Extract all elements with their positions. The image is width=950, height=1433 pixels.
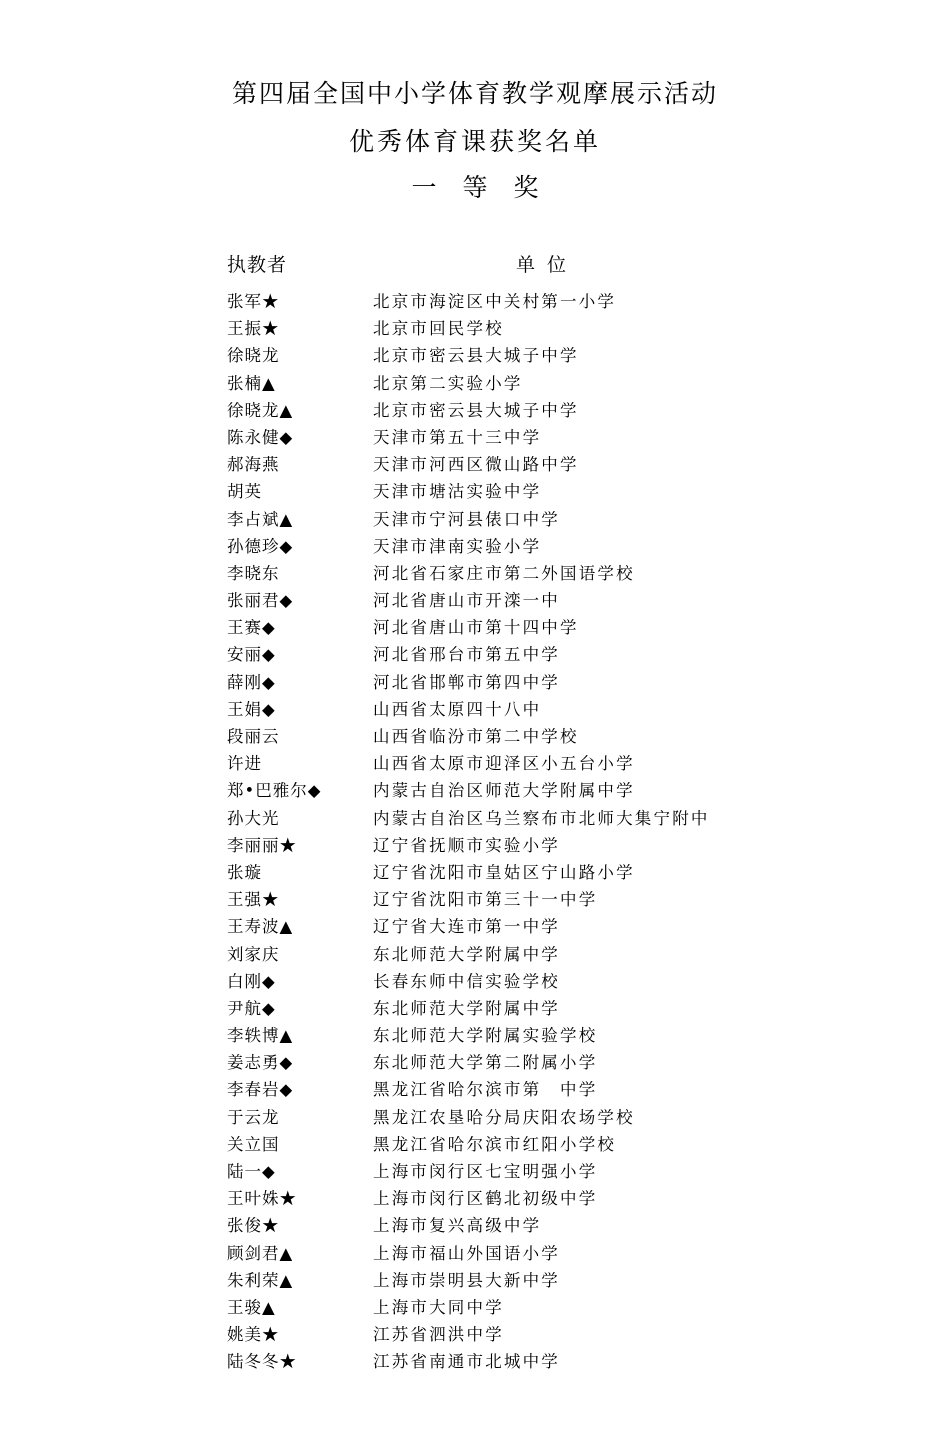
school-unit: 北京市密云县大城子中学 <box>373 346 579 366</box>
school-unit: 天津市第五十三中学 <box>373 427 542 447</box>
school-unit: 北京市回民学校 <box>373 319 504 339</box>
school-unit: 北京市海淀区中关村第一小学 <box>373 292 617 311</box>
list-item <box>0 560 950 587</box>
list-item <box>0 1212 950 1239</box>
school-unit: 河北省邯郸市第四中学 <box>373 672 560 692</box>
school-unit: 上海市崇明县大新中学 <box>373 1270 560 1290</box>
teacher-name: 张俊★ <box>227 1216 280 1236</box>
teacher-name: 李晓东 <box>227 563 280 583</box>
list-item <box>0 832 950 859</box>
teacher-name: 姚美★ <box>227 1325 280 1345</box>
school-unit: 江苏省南通市北城中学 <box>373 1352 560 1372</box>
list-item <box>0 805 950 832</box>
list-item <box>0 506 950 533</box>
school-unit: 东北师范大学附属实验学校 <box>373 1026 598 1046</box>
list-item <box>0 1049 950 1076</box>
school-unit: 江苏省泗洪中学 <box>373 1325 504 1345</box>
teacher-name: 郝海燕 <box>227 455 280 475</box>
document-title: 第四届全国中小学体育教学观摩展示活动 <box>231 79 718 108</box>
school-unit: 北京第二实验小学 <box>373 373 523 393</box>
school-unit: 辽宁省沈阳市第三十一中学 <box>373 890 598 910</box>
teacher-name: 张楠▲ <box>227 373 276 393</box>
list-item <box>0 777 950 804</box>
teacher-name: 李丽丽★ <box>227 835 297 855</box>
list-item <box>0 288 950 315</box>
school-unit: 黑龙江省哈尔滨市第 中学 <box>373 1080 598 1100</box>
teacher-name: 白刚◆ <box>227 971 276 991</box>
teacher-name: 张璇 <box>227 862 262 882</box>
school-unit: 内蒙古自治区师范大学附属中学 <box>373 781 635 801</box>
teacher-name: 尹航◆ <box>227 998 276 1018</box>
list-item <box>0 859 950 886</box>
teacher-name: 李轶博▲ <box>227 1026 294 1046</box>
school-unit: 上海市福山外国语小学 <box>373 1243 560 1263</box>
school-unit: 辽宁省沈阳市皇姑区宁山路小学 <box>373 862 635 882</box>
list-item <box>0 478 950 505</box>
school-unit: 山西省太原市迎泽区小五台小学 <box>373 754 635 774</box>
school-unit: 上海市闵行区七宝明强小学 <box>373 1162 598 1181</box>
list-item <box>0 750 950 777</box>
teacher-name: 顾剑君▲ <box>227 1243 294 1263</box>
school-unit: 东北师范大学附属中学 <box>373 944 560 964</box>
list-item <box>0 424 950 451</box>
school-unit: 河北省唐山市开滦一中 <box>373 591 560 611</box>
list-item <box>0 941 950 968</box>
school-unit: 天津市津南实验小学 <box>373 536 542 556</box>
list-item <box>0 587 950 614</box>
list-item <box>0 723 950 750</box>
school-unit: 天津市河西区微山路中学 <box>373 455 579 475</box>
list-item <box>0 1158 950 1185</box>
column-header-unit: 单位 <box>516 254 579 276</box>
teacher-name: 李春岩◆ <box>227 1080 294 1100</box>
award-level-heading: 一等奖 <box>411 173 565 202</box>
teacher-name: 陆一◆ <box>227 1162 276 1181</box>
list-item <box>0 886 950 913</box>
school-unit: 山西省临汾市第二中学校 <box>373 727 579 746</box>
list-item <box>0 1321 950 1348</box>
teacher-name: 朱利荣▲ <box>227 1270 294 1290</box>
list-item <box>0 1267 950 1294</box>
teacher-name: 许进 <box>227 754 262 774</box>
school-unit: 上海市大同中学 <box>373 1297 504 1317</box>
teacher-name: 于云龙 <box>227 1107 280 1127</box>
award-list <box>0 288 950 1376</box>
list-item <box>0 397 950 424</box>
list-item <box>0 1076 950 1103</box>
school-unit: 辽宁省大连市第一中学 <box>373 917 560 937</box>
list-item <box>0 342 950 369</box>
teacher-name: 张丽君◆ <box>227 591 294 611</box>
teacher-name: 王振★ <box>227 319 280 339</box>
teacher-name: 王赛◆ <box>227 618 276 638</box>
teacher-name: 关立国 <box>227 1134 280 1154</box>
school-unit: 河北省石家庄市第二外国语学校 <box>373 563 635 583</box>
school-unit: 东北师范大学附属中学 <box>373 998 560 1018</box>
teacher-name: 姜志勇◆ <box>227 1053 294 1073</box>
teacher-name: 安丽◆ <box>227 645 276 665</box>
teacher-name: 徐晓龙 <box>227 346 280 366</box>
teacher-name: 段丽云 <box>227 727 280 746</box>
list-item <box>0 1104 950 1131</box>
list-item <box>0 451 950 478</box>
school-unit: 辽宁省抚顺市实验小学 <box>373 835 560 855</box>
list-item <box>0 533 950 560</box>
list-item <box>0 1185 950 1212</box>
teacher-name: 张军★ <box>227 292 280 311</box>
school-unit: 河北省唐山市第十四中学 <box>373 618 579 638</box>
teacher-name: 徐晓龙▲ <box>227 400 294 420</box>
teacher-name: 孙大光 <box>227 808 280 828</box>
school-unit: 长春东师中信实验学校 <box>373 971 560 991</box>
list-item <box>0 1240 950 1267</box>
list-item <box>0 913 950 940</box>
teacher-name: 李占斌▲ <box>227 509 294 529</box>
teacher-name: 陆冬冬★ <box>227 1352 297 1372</box>
school-unit: 河北省邢台市第五中学 <box>373 645 560 665</box>
teacher-name: 郑•巴雅尔◆ <box>227 781 322 801</box>
list-item <box>0 1294 950 1321</box>
school-unit: 黑龙江省哈尔滨市红阳小学校 <box>373 1134 617 1154</box>
school-unit: 内蒙古自治区乌兰察布市北师大集宁附中 <box>373 808 710 828</box>
teacher-name: 刘家庆 <box>227 944 280 964</box>
teacher-name: 王叶姝★ <box>227 1189 297 1209</box>
list-item <box>0 995 950 1022</box>
list-item <box>0 315 950 342</box>
school-unit: 山西省太原四十八中 <box>373 699 542 719</box>
teacher-name: 王寿波▲ <box>227 917 294 937</box>
list-item <box>0 370 950 397</box>
column-header-teacher: 执教者 <box>227 254 288 276</box>
list-item <box>0 1022 950 1049</box>
school-unit: 黑龙江农垦哈分局庆阳农场学校 <box>373 1107 635 1127</box>
list-item <box>0 669 950 696</box>
list-item <box>0 968 950 995</box>
teacher-name: 薛刚◆ <box>227 672 276 692</box>
list-item <box>0 1348 950 1375</box>
teacher-name: 王娟◆ <box>227 699 276 719</box>
teacher-name: 陈永健◆ <box>227 427 294 447</box>
teacher-name: 孙德珍◆ <box>227 536 294 556</box>
school-unit: 上海市闵行区鹤北初级中学 <box>373 1189 598 1209</box>
teacher-name: 胡英 <box>227 482 262 502</box>
school-unit: 北京市密云县大城子中学 <box>373 400 579 420</box>
school-unit: 东北师范大学第二附属小学 <box>373 1053 598 1073</box>
teacher-name: 王骏▲ <box>227 1297 276 1317</box>
list-item <box>0 1131 950 1158</box>
teacher-name: 王强★ <box>227 890 280 910</box>
list-item <box>0 614 950 641</box>
school-unit: 天津市宁河县俵口中学 <box>373 509 560 529</box>
school-unit: 上海市复兴高级中学 <box>373 1216 542 1236</box>
document-subtitle: 优秀体育课获奖名单 <box>348 127 601 156</box>
list-item <box>0 641 950 668</box>
list-item <box>0 696 950 723</box>
school-unit: 天津市塘沽实验中学 <box>373 482 542 502</box>
